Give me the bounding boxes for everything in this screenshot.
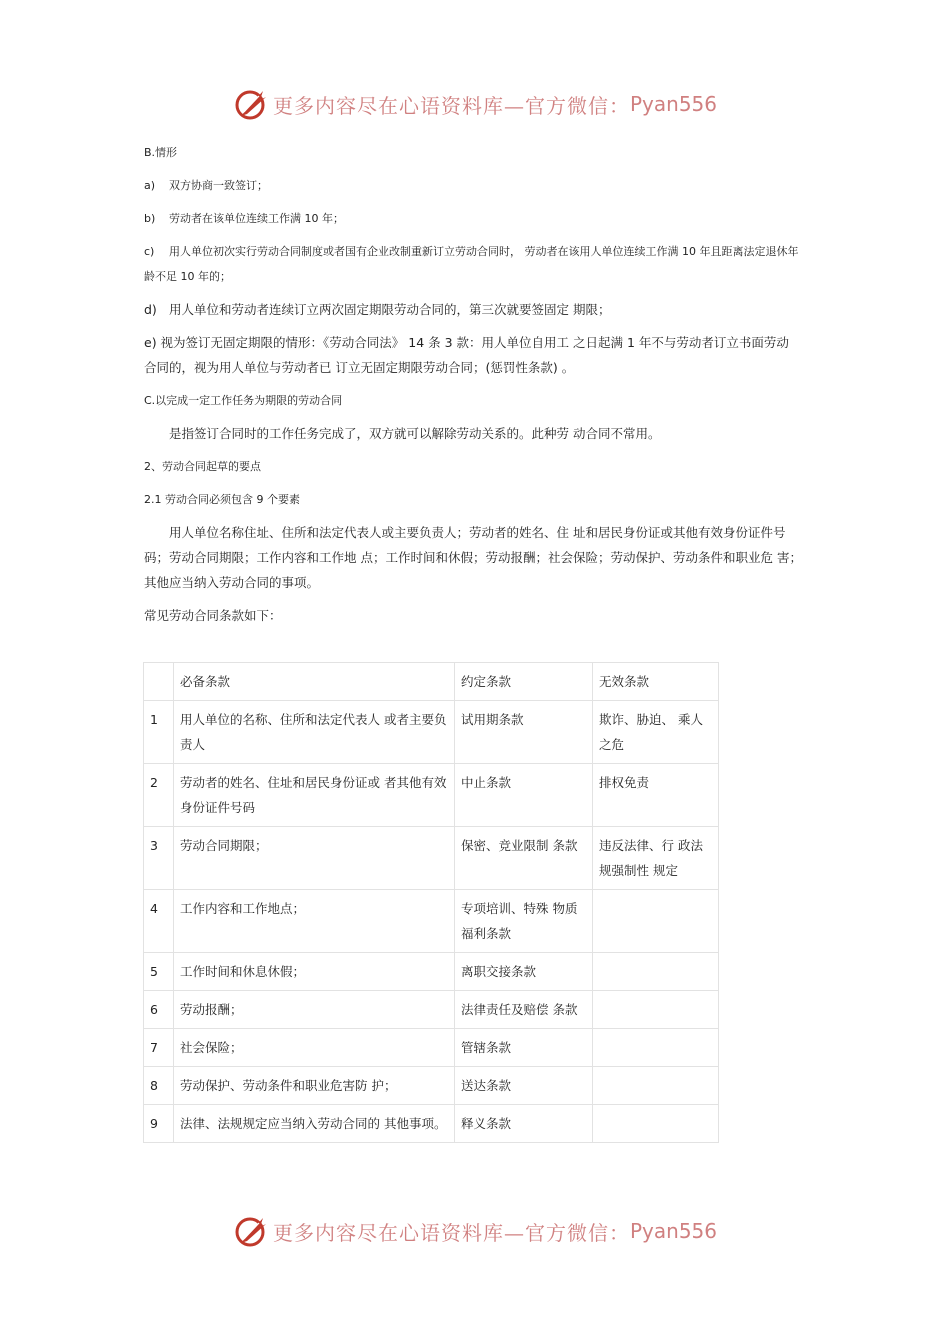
table-cell: 欺诈、胁迫、 乘人之危	[593, 701, 719, 764]
table-row	[144, 890, 719, 953]
header-banner	[0, 84, 950, 124]
table-row	[144, 764, 719, 827]
table-cell: 释义条款	[455, 1105, 593, 1143]
table-cell	[593, 1105, 719, 1143]
table-cell: 4	[144, 890, 174, 953]
table-cell: 劳动者的姓名、住址和居民身份证或 者其他有效身份证件号码	[174, 764, 455, 827]
table-row	[144, 953, 719, 991]
paragraph-2-1-line1: 用人单位名称住址、住所和法定代表人或主要负责人；劳动者的姓名、住 址和居民身份证或其他有效身份证件号	[169, 525, 786, 540]
table-cell: 法律责任及赔偿 条款	[455, 991, 593, 1029]
banner-text: 更多内容尽在心语资料库—官方微信：	[272, 1220, 630, 1245]
list-text-c2: 龄不足 10 年的；	[144, 270, 231, 283]
table-row	[144, 991, 719, 1029]
table-header-row	[144, 663, 719, 701]
list-text-d: 用人单位和劳动者连续订立两次固定期限劳动合同的，第三次就要签固定 期限；	[169, 302, 611, 317]
table-cell	[593, 890, 719, 953]
paragraph-c: 是指签订合同时的工作任务完成了，双方就可以解除劳动关系的。此种劳 动合同不常用。	[169, 426, 661, 441]
table-cell: 劳动保护、劳动条件和职业危害防 护；	[174, 1067, 455, 1105]
table-cell: 社会保险；	[174, 1029, 455, 1067]
table-cell: 9	[144, 1105, 174, 1143]
table-header-cell: 必备条款	[174, 663, 455, 701]
paragraph-2-1-line3: 其他应当纳入劳动合同的事项。	[144, 575, 320, 590]
common-clauses-intro: 常见劳动合同条款如下：	[144, 608, 282, 623]
list-text-e1: e) 视为签订无固定期限的情形：《劳动合同法》 14 条 3 款：用人单位自用工 之日起满 1 年不与劳动者订立书面劳动	[144, 335, 789, 350]
table-cell: 3	[144, 827, 174, 890]
table-cell	[593, 991, 719, 1029]
table-cell: 离职交接条款	[455, 953, 593, 991]
table-cell: 送达条款	[455, 1067, 593, 1105]
table-cell: 2	[144, 764, 174, 827]
table-cell: 1	[144, 701, 174, 764]
table-cell: 排权免责	[593, 764, 719, 827]
table-cell: 7	[144, 1029, 174, 1067]
table-cell: 专项培训、特殊 物质福利条款	[455, 890, 593, 953]
paragraph-2-1	[144, 520, 812, 595]
table-cell	[593, 953, 719, 991]
list-item-d	[144, 297, 812, 322]
table-cell: 工作时间和休息休假；	[174, 953, 455, 991]
table-cell: 试用期条款	[455, 701, 593, 764]
table-header-cell: 约定条款	[455, 663, 593, 701]
list-label-a: a)	[144, 179, 156, 192]
table-cell: 5	[144, 953, 174, 991]
clauses-table	[143, 662, 719, 1143]
table-row	[144, 1105, 719, 1143]
list-item-c	[144, 239, 812, 289]
list-item-a	[144, 173, 812, 198]
quill-pen-logo-icon	[233, 1213, 269, 1249]
paragraph-2-1-line2: 码；劳动合同期限；工作内容和工作地 点；工作时间和休假；劳动报酬；社会保险；劳动保护、劳动条件和职业危 害；	[144, 550, 802, 565]
heading-b: B.情形	[144, 146, 178, 159]
banner-wechat: Pyan556	[629, 1219, 717, 1243]
footer-banner	[0, 1211, 950, 1251]
list-text-a: 双方协商一致签订；	[169, 179, 268, 192]
heading-2: 2、劳动合同起草的要点	[144, 460, 261, 473]
table-cell: 违反法律、行 政法规强制性 规定	[593, 827, 719, 890]
table-cell: 中止条款	[455, 764, 593, 827]
table-header-cell: 无效条款	[593, 663, 719, 701]
banner-text: 更多内容尽在心语资料库—官方微信：	[272, 93, 630, 118]
table-cell: 6	[144, 991, 174, 1029]
banner-wechat: Pyan556	[629, 92, 717, 116]
table-cell: 工作内容和工作地点；	[174, 890, 455, 953]
table-cell: 劳动报酬；	[174, 991, 455, 1029]
table-cell: 保密、竞业限制 条款	[455, 827, 593, 890]
list-label-d: d)	[144, 302, 157, 317]
list-label-c: c)	[144, 245, 155, 258]
table-header-cell	[144, 663, 174, 701]
list-line-c1	[144, 239, 812, 264]
table-cell: 8	[144, 1067, 174, 1105]
table-cell: 管辖条款	[455, 1029, 593, 1067]
heading-2-1: 2.1 劳动合同必须包含 9 个要素	[144, 493, 300, 506]
table-row	[144, 827, 719, 890]
table-cell	[593, 1029, 719, 1067]
list-text-b: 劳动者在该单位连续工作满 10 年；	[169, 212, 344, 225]
table-row	[144, 1067, 719, 1105]
list-text-e2: 合同的，视为用人单位与劳动者已 订立无固定期限劳动合同；(惩罚性条款) 。	[144, 360, 575, 375]
table-cell: 劳动合同期限；	[174, 827, 455, 890]
list-label-b: b)	[144, 212, 156, 225]
table-cell: 用人单位的名称、住所和法定代表人 或者主要负责人	[174, 701, 455, 764]
list-item-b	[144, 206, 812, 231]
document-body	[144, 140, 812, 628]
table-cell	[593, 1067, 719, 1105]
heading-c: C.以完成一定工作任务为期限的劳动合同	[144, 394, 343, 407]
table-cell: 法律、法规规定应当纳入劳动合同的 其他事项。	[174, 1105, 455, 1143]
list-item-e	[144, 330, 812, 380]
table-row	[144, 701, 719, 764]
table-row	[144, 1029, 719, 1067]
list-text-c1: 用人单位初次实行劳动合同制度或者国有企业改制重新订立劳动合同时， 劳动者在该用人单位连续工作满 10 年且距离法定退休年	[169, 245, 799, 258]
quill-pen-logo-icon	[233, 86, 269, 122]
